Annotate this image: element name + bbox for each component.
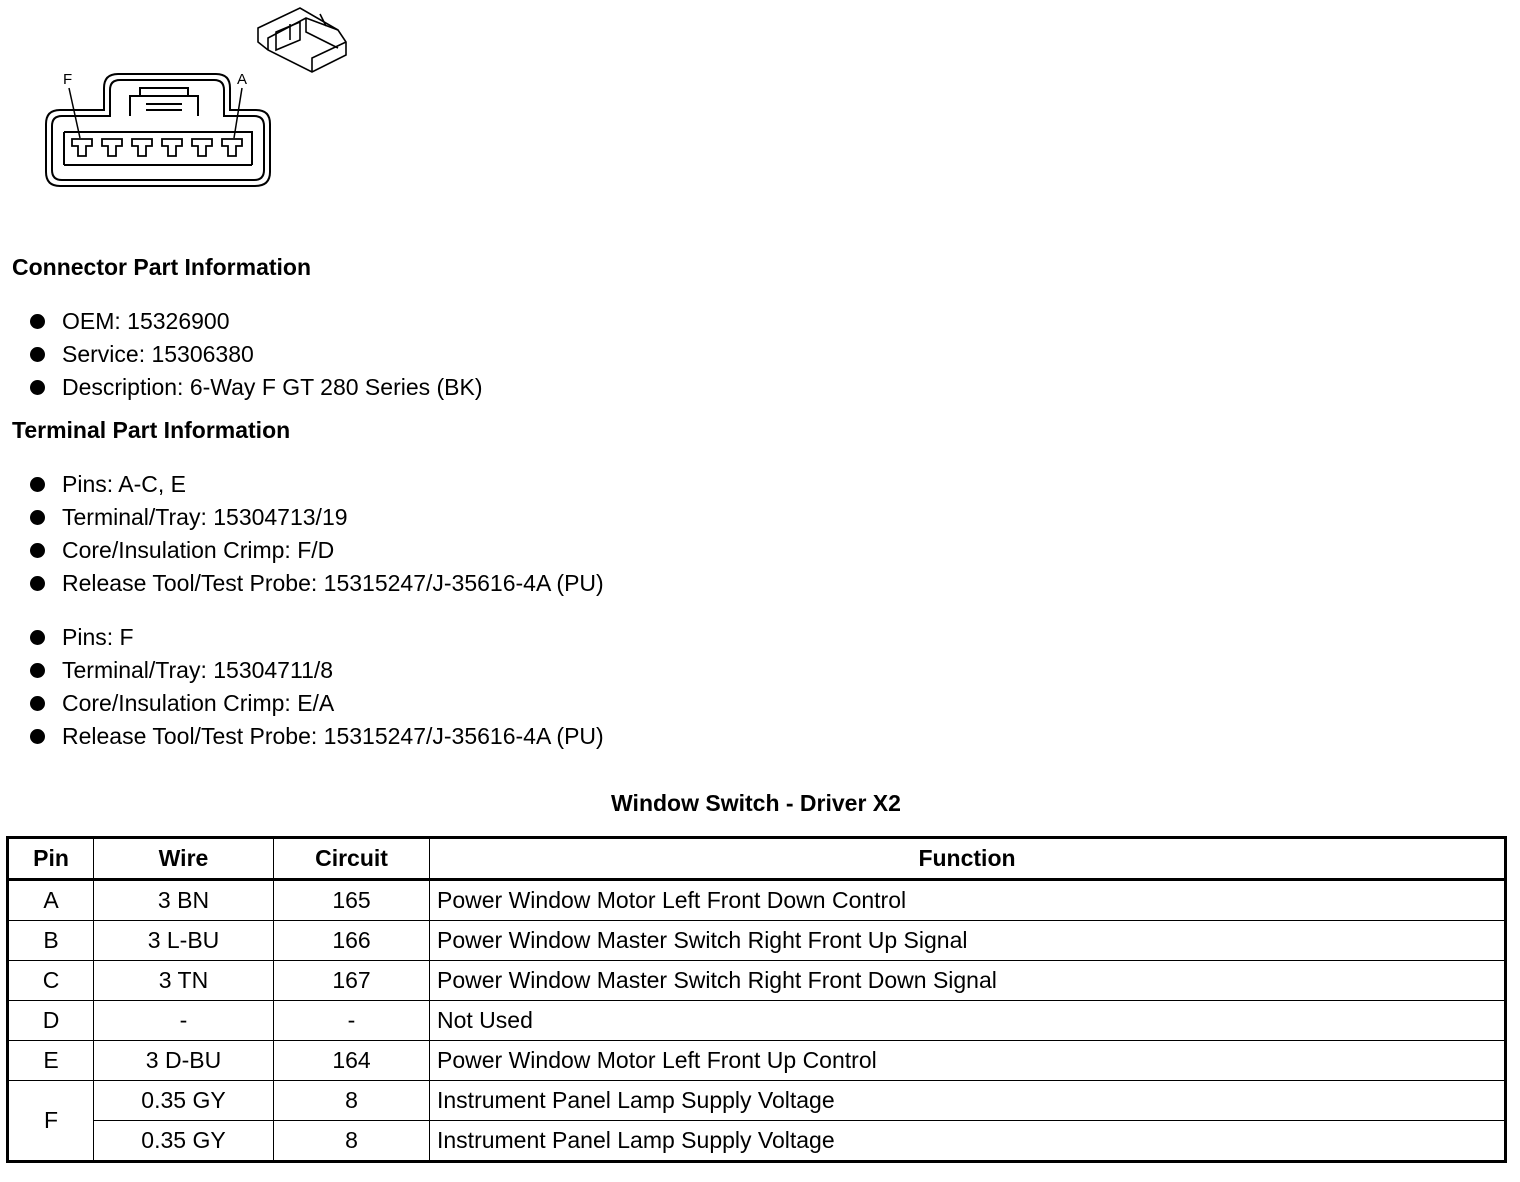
list-item: Release Tool/Test Probe: 15315247/J-35616-4A (PU) [30, 720, 604, 753]
bullet-icon [30, 477, 45, 492]
connector-face [46, 74, 270, 186]
wire-cell: 0.35 GY [94, 1081, 274, 1121]
wire-cell: 3 BN [94, 880, 274, 921]
function-cell: Instrument Panel Lamp Supply Voltage [430, 1121, 1506, 1162]
pin-cell: B [8, 921, 94, 961]
wire-cell: 3 TN [94, 961, 274, 1001]
bullet-icon [30, 576, 45, 591]
list-item: Terminal/Tray: 15304711/8 [30, 654, 604, 687]
list-item: Description: 6-Way F GT 280 Series (BK) [30, 371, 483, 404]
bullet-icon [30, 729, 45, 744]
wire-cell: 0.35 GY [94, 1121, 274, 1162]
table-row [8, 1081, 1506, 1121]
circuit-cell: 167 [274, 961, 430, 1001]
bullet-icon [30, 347, 45, 362]
circuit-cell: 8 [274, 1081, 430, 1121]
connector-3d-icon [258, 8, 346, 72]
list-item: Terminal/Tray: 15304713/19 [30, 501, 604, 534]
pin-label-right: A [237, 71, 248, 88]
col-header-wire: Wire [94, 838, 274, 880]
terminal-part-list-1 [30, 468, 604, 600]
wire-cell: 3 L-BU [94, 921, 274, 961]
connector-diagram [40, 0, 360, 195]
function-cell: Instrument Panel Lamp Supply Voltage [430, 1081, 1506, 1121]
circuit-cell: 165 [274, 880, 430, 921]
list-item: Pins: A-C, E [30, 468, 604, 501]
table-row [8, 1001, 1506, 1041]
connector-part-heading: Connector Part Information [12, 254, 312, 280]
col-header-function: Function [430, 838, 1506, 880]
table-title: Window Switch - Driver X2 [611, 790, 901, 816]
bullet-icon [30, 543, 45, 558]
function-cell: Power Window Master Switch Right Front Down Signal [430, 961, 1506, 1001]
table-row [8, 1041, 1506, 1081]
col-header-circuit: Circuit [274, 838, 430, 880]
terminal-part-list-2 [30, 621, 604, 753]
pin-cell: E [8, 1041, 94, 1081]
col-header-pin: Pin [8, 838, 94, 880]
pin-label-left: F [63, 71, 73, 88]
function-cell: Not Used [430, 1001, 1506, 1041]
bullet-icon [30, 663, 45, 678]
circuit-cell: 166 [274, 921, 430, 961]
function-cell: Power Window Motor Left Front Up Control [430, 1041, 1506, 1081]
circuit-cell: 8 [274, 1121, 430, 1162]
bullet-icon [30, 510, 45, 525]
list-item: Release Tool/Test Probe: 15315247/J-35616-4A (PU) [30, 567, 604, 600]
table-row [8, 880, 1506, 921]
pin-cell: D [8, 1001, 94, 1041]
connector-part-list [30, 305, 483, 404]
table-row [8, 921, 1506, 961]
pin-cell: C [8, 961, 94, 1001]
bullet-icon [30, 630, 45, 645]
list-item: Pins: F [30, 621, 604, 654]
pinout-table [6, 836, 1507, 1163]
circuit-cell: 164 [274, 1041, 430, 1081]
wire-cell: - [94, 1001, 274, 1041]
list-item: OEM: 15326900 [30, 305, 483, 338]
circuit-cell: - [274, 1001, 430, 1041]
terminal-cavities [72, 139, 242, 156]
bullet-icon [30, 696, 45, 711]
list-item: Core/Insulation Crimp: E/A [30, 687, 604, 720]
bullet-icon [30, 314, 45, 329]
wire-cell: 3 D-BU [94, 1041, 274, 1081]
terminal-part-heading: Terminal Part Information [12, 417, 291, 443]
table-row [8, 1121, 1506, 1162]
function-cell: Power Window Motor Left Front Down Control [430, 880, 1506, 921]
pin-cell: A [8, 880, 94, 921]
table-row [8, 961, 1506, 1001]
list-item: Core/Insulation Crimp: F/D [30, 534, 604, 567]
list-item: Service: 15306380 [30, 338, 483, 371]
function-cell: Power Window Master Switch Right Front Up Signal [430, 921, 1506, 961]
bullet-icon [30, 380, 45, 395]
table-header-row [8, 838, 1506, 880]
pin-cell: F [8, 1081, 94, 1162]
